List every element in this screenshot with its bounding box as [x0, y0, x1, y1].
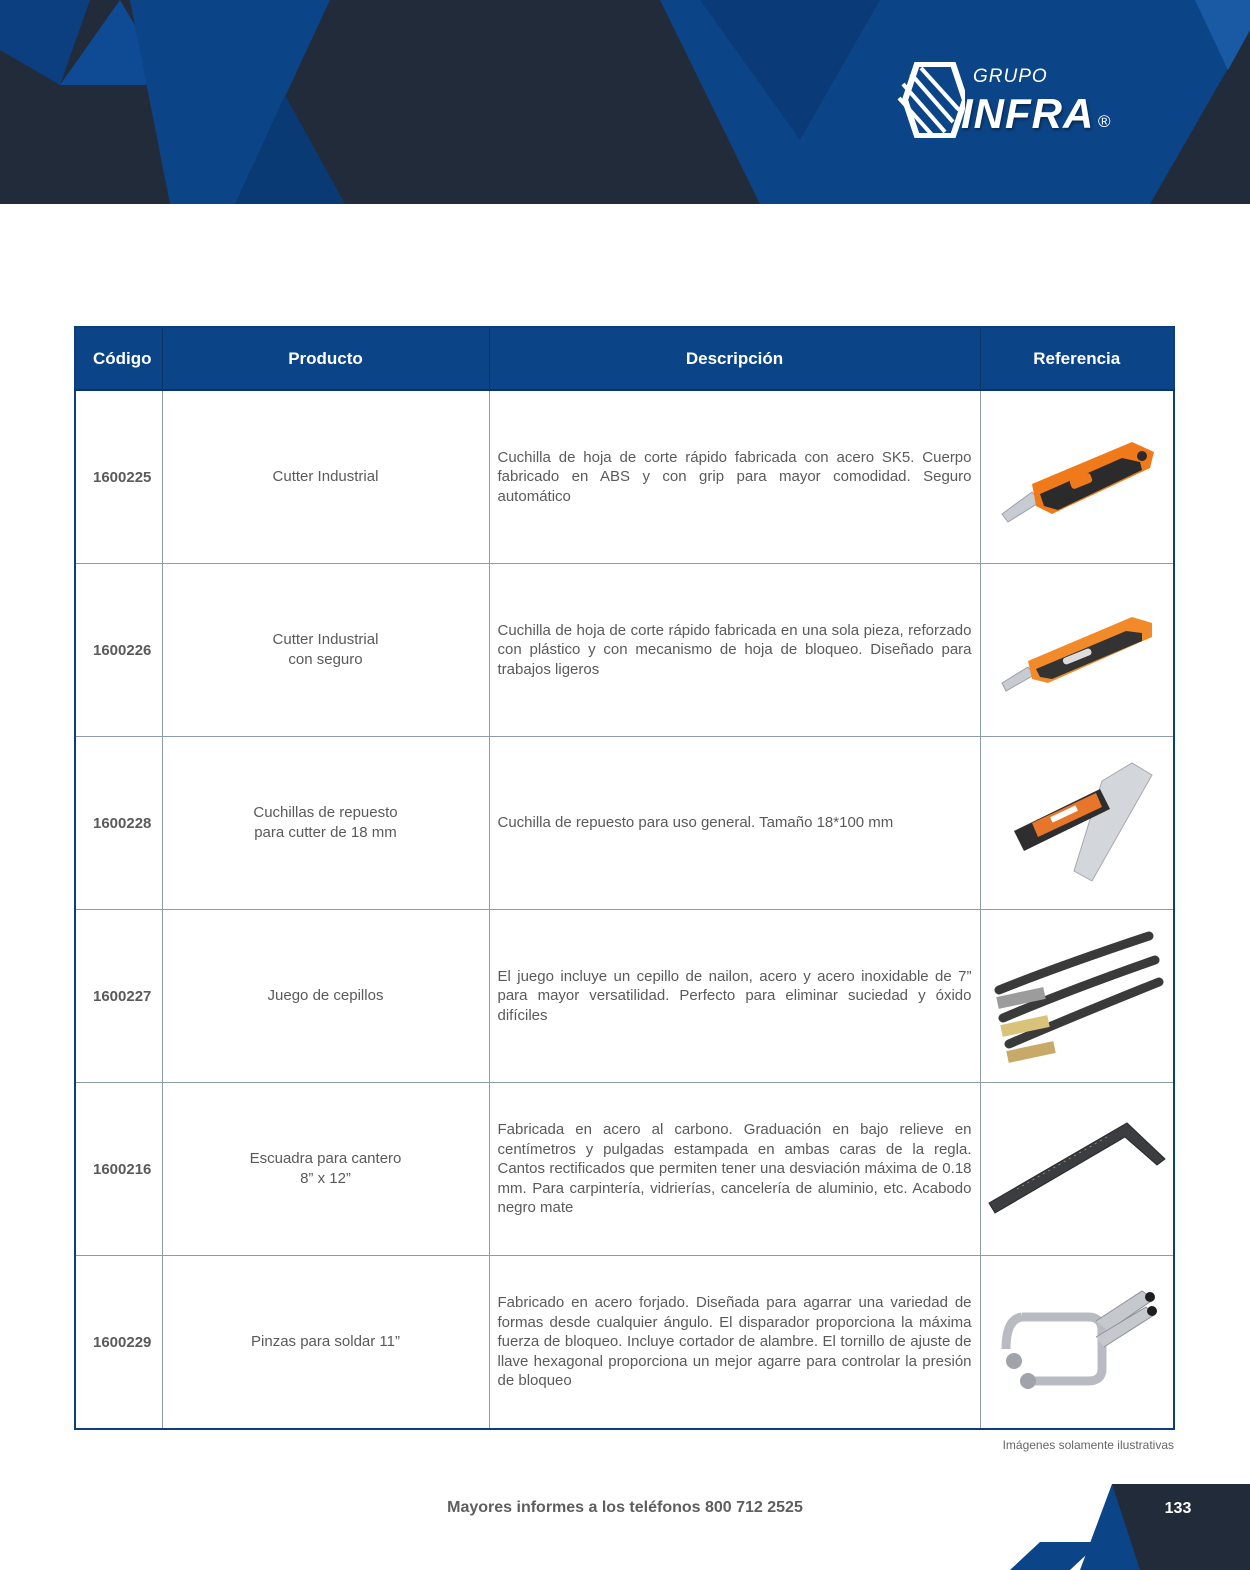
product-reference-image: [980, 1083, 1174, 1256]
product-name-line: Pinzas para soldar 11”: [251, 1333, 400, 1350]
product-code: 1600228: [75, 737, 162, 910]
product-table: [74, 326, 1175, 1430]
table-row: [75, 1083, 1174, 1256]
table-header-row: [75, 327, 1174, 390]
replacement-blades-icon: [992, 753, 1162, 893]
product-code: 1600227: [75, 910, 162, 1083]
product-reference-image: [980, 910, 1174, 1083]
table-row: [75, 390, 1174, 564]
product-name-line: Cutter Industrial: [272, 468, 379, 485]
product-code: 1600226: [75, 564, 162, 737]
product-code: 1600216: [75, 1083, 162, 1256]
product-description: Fabricado en acero forjado. Diseñada para agarrar una variedad de formas desde cualquier ángulo. El disparador proporciona la máxima fuerza de bloqueo. Incluye cortador de alambre. El tornillo de ajuste de llave hexagonal proporciona un mejor agarre para controlar la presión de bloqueo: [489, 1256, 980, 1430]
table-row: [75, 737, 1174, 910]
product-name-line: Cutter Industrial: [272, 631, 379, 648]
utility-knife-icon: [992, 422, 1162, 532]
column-header-code: Código: [75, 327, 162, 390]
product-reference-image: [980, 1256, 1174, 1430]
product-description: Fabricada en acero al carbono. Graduación en bajo relieve en centímetros y pulgadas estampada en ambas caras de la regla. Cantos rectificados que permiten tener una desviación máxima de 0.18 mm. Para carpintería, vidrierías, cancelería de aluminio, etc. Acabodo negro mate: [489, 1083, 980, 1256]
page-header: [0, 0, 1250, 204]
product-code: 1600229: [75, 1256, 162, 1430]
product-name-line: para cutter de 18 mm: [254, 824, 397, 841]
images-disclaimer: Imágenes solamente ilustrativas: [1002, 1438, 1174, 1452]
product-name-line: Cuchillas de repuesto: [253, 804, 398, 821]
steel-square-icon: [987, 1119, 1167, 1219]
product-name: [162, 737, 489, 910]
product-name: [162, 1083, 489, 1256]
product-name: [162, 390, 489, 564]
product-name-line: Escuadra para cantero: [249, 1150, 402, 1167]
table-row: [75, 910, 1174, 1083]
logo-grupo-text: GRUPO: [973, 66, 1048, 87]
logo-registered-mark: ®: [1098, 112, 1111, 131]
product-name-line: con seguro: [288, 651, 363, 668]
product-description: Cuchilla de hoja de corte rápido fabricada con acero SK5. Cuerpo fabricado en ABS y con grip para mayor comodidad. Seguro automático: [489, 390, 980, 564]
table-row: [75, 564, 1174, 737]
table-row: [75, 1256, 1174, 1430]
contact-phone-info: Mayores informes a los teléfonos 800 712 2525: [447, 1499, 803, 1516]
product-description: El juego incluye un cepillo de nailon, acero y acero inoxidable de 7” para mayor versatilidad. Perfecto para eliminar suciedad y óxido difíciles: [489, 910, 980, 1083]
column-header-description: Descripción: [489, 327, 980, 390]
wire-brushes-icon: [989, 926, 1164, 1066]
product-name-line: Juego de cepillos: [267, 987, 384, 1004]
product-name: [162, 910, 489, 1083]
product-name-line: 8” x 12”: [300, 1170, 351, 1187]
product-description: Cuchilla de repuesto para uso general. Tamaño 18*100 mm: [489, 737, 980, 910]
logo-infra-text: INFRA: [961, 90, 1095, 137]
utility-knife-icon: [992, 595, 1162, 705]
product-reference-image: [980, 390, 1174, 564]
column-header-product: Producto: [162, 327, 489, 390]
footer-decoration: [0, 1482, 1250, 1570]
product-description: Cuchilla de hoja de corte rápido fabricada en una sola pieza, reforzado con plástico y con mecanismo de hoja de bloqueo. Diseñado para trabajos ligeros: [489, 564, 980, 737]
infra-logo-mark-icon: [895, 62, 965, 138]
product-reference-image: [980, 737, 1174, 910]
product-code: 1600225: [75, 390, 162, 564]
column-header-reference: Referencia: [980, 327, 1174, 390]
grupo-infra-logo: [895, 62, 1125, 152]
product-name: [162, 1256, 489, 1430]
product-name: [162, 564, 489, 737]
page-number: 133: [1164, 1500, 1192, 1517]
product-reference-image: [980, 564, 1174, 737]
welding-clamp-icon: [992, 1277, 1162, 1407]
